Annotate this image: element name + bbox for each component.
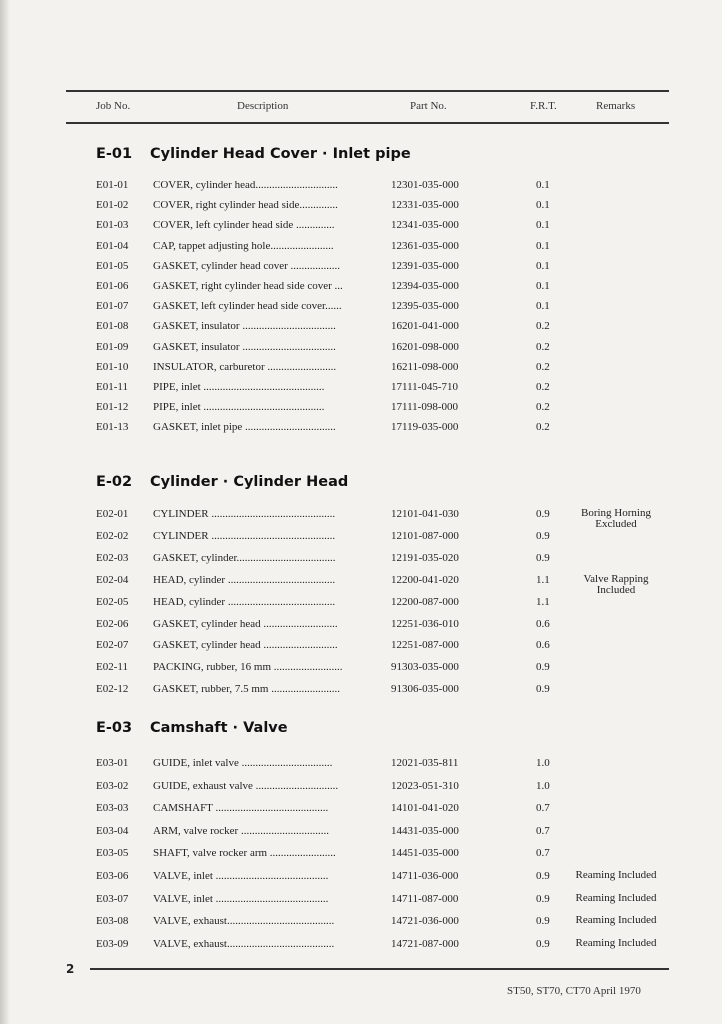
remarks-text: Reaming Included: [575, 914, 657, 927]
remarks-text: Reaming Included: [575, 891, 657, 904]
job-number: E03-04: [96, 824, 129, 837]
frt-value: 0.2: [536, 360, 550, 373]
table-row: [0, 179, 722, 199]
part-description: HEAD, cylinder .......................................: [153, 595, 336, 608]
table-row: [0, 683, 722, 703]
part-description: VALVE, exhaust.......................................: [153, 915, 335, 928]
table-row: [0, 893, 722, 913]
part-description: GUIDE, exhaust valve ..............................: [153, 779, 339, 792]
header-remarks: Remarks: [596, 100, 636, 112]
job-number: E02-03: [96, 551, 129, 564]
frt-value: 1.1: [536, 573, 550, 586]
table-row: [0, 870, 722, 890]
part-description: VALVE, inlet .........................................: [153, 870, 329, 882]
frt-value: 1.1: [536, 595, 550, 608]
table-row: [0, 300, 722, 320]
part-description: PIPE, inlet ............................................: [153, 401, 325, 414]
table-row: [0, 381, 722, 401]
part-number: 12200-041-020: [391, 573, 459, 586]
part-number: 16201-098-000: [391, 340, 459, 353]
job-number: E03-03: [96, 802, 129, 815]
part-number: 14431-035-000: [391, 824, 459, 837]
part-description: CAMSHAFT .........................................: [153, 802, 329, 815]
part-description: COVER, right cylinder head side..............: [153, 199, 338, 212]
part-description: GASKET, rubber, 7.5 mm .........................: [153, 683, 340, 696]
job-number: E01-06: [96, 280, 129, 292]
frt-value: 0.1: [536, 300, 550, 313]
job-number: E01-01: [96, 179, 129, 191]
part-description: PIPE, inlet ............................................: [153, 381, 325, 393]
frt-value: 0.1: [536, 179, 550, 191]
part-number: 16211-098-000: [391, 360, 459, 373]
frt-value: 0.9: [536, 551, 550, 564]
part-number: 12021-035-811: [391, 757, 459, 769]
part-number: 12391-035-000: [391, 259, 459, 272]
job-number: E02-07: [96, 639, 129, 652]
top-rule: [66, 90, 669, 92]
table-row: [0, 757, 722, 777]
frt-value: 0.9: [536, 529, 550, 542]
section-title: [96, 720, 656, 736]
bottom-rule: [90, 968, 669, 970]
page-number: 2: [66, 962, 75, 976]
table-row: [0, 401, 722, 421]
section-name: Cylinder · Cylinder Head: [150, 474, 349, 490]
part-description: CYLINDER .............................................: [153, 508, 336, 520]
section-title: [96, 146, 656, 162]
frt-value: 0.1: [536, 259, 550, 272]
part-description: GUIDE, inlet valve .................................: [153, 757, 333, 769]
table-row: [0, 780, 722, 800]
job-number: E01-08: [96, 320, 129, 333]
part-number: 12331-035-000: [391, 199, 459, 212]
job-number: E03-08: [96, 915, 129, 928]
section-code: E-02: [96, 474, 133, 490]
table-row: [0, 639, 722, 659]
frt-value: 0.9: [536, 508, 550, 520]
frt-value: 0.9: [536, 683, 550, 696]
part-number: 14711-087-000: [391, 892, 459, 905]
frt-value: 0.9: [536, 892, 550, 905]
frt-value: 0.9: [536, 661, 550, 674]
frt-value: 0.7: [536, 802, 550, 815]
header-frt: F.R.T.: [530, 100, 557, 112]
remarks-text: Reaming Included: [575, 936, 657, 949]
part-number: 91306-035-000: [391, 683, 459, 696]
part-number: 12101-087-000: [391, 529, 459, 542]
remarks-text: Boring Horning Excluded: [581, 507, 651, 530]
job-number: E03-02: [96, 779, 129, 792]
frt-value: 0.1: [536, 280, 550, 292]
table-row: [0, 661, 722, 681]
table-row: [0, 260, 722, 280]
table-row: [0, 915, 722, 935]
footer-models-date: ST50, ST70, CT70 April 1970: [507, 985, 641, 997]
job-number: E01-11: [96, 381, 128, 393]
job-number: E01-04: [96, 239, 129, 252]
job-number: E01-09: [96, 340, 129, 353]
frt-value: 0.7: [536, 824, 550, 837]
table-row: [0, 574, 722, 594]
part-number: 12361-035-000: [391, 239, 459, 252]
part-description: GASKET, cylinder head ...........................: [153, 617, 338, 630]
table-row: [0, 618, 722, 638]
part-number: 12023-051-310: [391, 779, 459, 792]
part-number: 12251-087-000: [391, 639, 459, 652]
part-number: 12251-036-010: [391, 617, 459, 630]
remarks-text: Valve Rapping Included: [583, 572, 649, 596]
part-description: PACKING, rubber, 16 mm .........................: [153, 661, 343, 674]
part-description: GASKET, inlet pipe .................................: [153, 421, 336, 434]
table-row: [0, 320, 722, 340]
part-description: ARM, valve rocker ................................: [153, 824, 329, 837]
part-description: SHAFT, valve rocker arm ........................: [153, 847, 336, 860]
table-row: [0, 552, 722, 572]
part-description: GASKET, left cylinder head side cover......: [153, 300, 342, 313]
job-number: E03-09: [96, 937, 129, 950]
table-row: [0, 825, 722, 845]
job-number: E02-01: [96, 508, 129, 520]
part-description: HEAD, cylinder .......................................: [153, 573, 336, 586]
job-number: E02-12: [96, 683, 129, 696]
frt-value: 0.1: [536, 239, 550, 252]
frt-value: 0.6: [536, 639, 550, 652]
job-number: E03-01: [96, 757, 129, 769]
job-number: E02-02: [96, 529, 129, 542]
header-part: Part No.: [410, 100, 447, 112]
header-job: Job No.: [96, 100, 131, 112]
part-number: 12191-035-020: [391, 551, 459, 564]
job-number: E01-05: [96, 259, 129, 272]
part-number: 14101-041-020: [391, 802, 459, 815]
job-number: E01-13: [96, 421, 129, 434]
header-description: Description: [237, 100, 289, 112]
part-description: COVER, cylinder head..............................: [153, 179, 338, 191]
job-number: E01-12: [96, 401, 129, 414]
part-number: 14721-036-000: [391, 915, 459, 928]
part-number: 12395-035-000: [391, 300, 459, 313]
frt-value: 0.2: [536, 401, 550, 414]
table-row: [0, 199, 722, 219]
section-name: Cylinder Head Cover · Inlet pipe: [150, 146, 411, 162]
part-number: 17111-098-000: [391, 401, 459, 414]
frt-value: 0.6: [536, 617, 550, 630]
section-code: E-01: [96, 146, 133, 162]
section-name: Camshaft · Valve: [150, 720, 288, 736]
job-number: E01-10: [96, 360, 129, 373]
part-number: 14721-087-000: [391, 937, 459, 950]
part-number: 14451-035-000: [391, 847, 459, 860]
part-number: 12341-035-000: [391, 219, 459, 232]
part-number: 12301-035-000: [391, 179, 459, 191]
frt-value: 0.2: [536, 320, 550, 333]
table-row: [0, 240, 722, 260]
part-description: VALVE, inlet .........................................: [153, 892, 329, 905]
part-number: 16201-041-000: [391, 320, 459, 333]
frt-value: 0.9: [536, 915, 550, 928]
section-code: E-03: [96, 720, 133, 736]
job-number: E03-07: [96, 892, 129, 905]
part-description: COVER, left cylinder head side ..............: [153, 219, 335, 232]
part-number: 12200-087-000: [391, 595, 459, 608]
part-description: GASKET, insulator ..................................: [153, 340, 336, 353]
table-row: [0, 802, 722, 822]
job-number: E03-06: [96, 870, 129, 882]
part-description: INSULATOR, carburetor .........................: [153, 360, 337, 373]
part-description: GASKET, cylinder....................................: [153, 551, 336, 564]
section-title: [96, 474, 656, 490]
job-number: E02-06: [96, 617, 129, 630]
frt-value: 0.1: [536, 219, 550, 232]
job-number: E01-03: [96, 219, 129, 232]
part-description: VALVE, exhaust.......................................: [153, 937, 335, 950]
table-row: [0, 596, 722, 616]
header-rule: [66, 122, 669, 124]
part-description: GASKET, cylinder head ...........................: [153, 639, 338, 652]
table-row: [0, 421, 722, 441]
job-number: E01-02: [96, 199, 129, 212]
frt-value: 0.9: [536, 870, 550, 882]
table-row: [0, 508, 722, 528]
job-number: E03-05: [96, 847, 129, 860]
part-description: GASKET, cylinder head cover ..................: [153, 259, 341, 272]
table-row: [0, 219, 722, 239]
frt-value: 1.0: [536, 779, 550, 792]
job-number: E02-11: [96, 661, 128, 674]
table-row: [0, 341, 722, 361]
remarks-text: Reaming Included: [575, 869, 657, 881]
table-row: [0, 280, 722, 300]
job-number: E02-04: [96, 573, 129, 586]
part-description: GASKET, right cylinder head side cover ...: [153, 280, 343, 292]
part-number: 12394-035-000: [391, 280, 459, 292]
part-number: 17119-035-000: [391, 421, 459, 434]
table-row: [0, 530, 722, 550]
frt-value: 0.7: [536, 847, 550, 860]
part-description: CAP, tappet adjusting hole.......................: [153, 239, 334, 252]
frt-value: 0.1: [536, 199, 550, 212]
part-description: GASKET, insulator ..................................: [153, 320, 336, 333]
table-row: [0, 847, 722, 867]
table-row: [0, 361, 722, 381]
job-number: E01-07: [96, 300, 129, 313]
part-number: 91303-035-000: [391, 661, 459, 674]
frt-value: 0.2: [536, 340, 550, 353]
frt-value: 0.2: [536, 421, 550, 434]
part-number: 14711-036-000: [391, 870, 459, 882]
part-number: 12101-041-030: [391, 508, 459, 520]
table-row: [0, 938, 722, 958]
job-number: E02-05: [96, 595, 129, 608]
frt-value: 1.0: [536, 757, 550, 769]
part-number: 17111-045-710: [391, 381, 459, 393]
frt-value: 0.2: [536, 381, 550, 393]
part-description: CYLINDER .............................................: [153, 529, 336, 542]
frt-value: 0.9: [536, 937, 550, 950]
